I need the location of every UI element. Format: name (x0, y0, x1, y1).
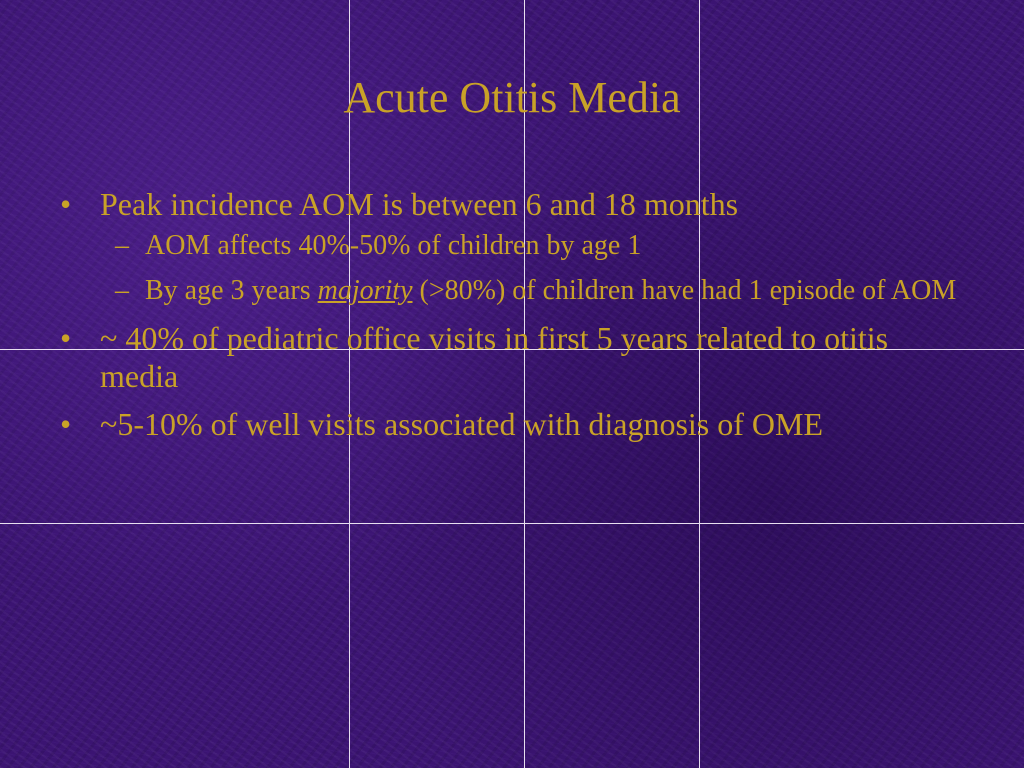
bullet-text: Peak incidence AOM is between 6 and 18 months (100, 186, 739, 222)
bullet-marker: • (60, 406, 72, 442)
bullet-item (60, 319, 960, 395)
bullet-item (60, 405, 960, 443)
sub-bullet-marker: – (115, 230, 129, 261)
grid-line-horizontal-2 (0, 523, 1024, 524)
bullet-item (60, 185, 960, 223)
sub-bullet-text-suffix: (>80%) of children have had 1 episode of AOM (419, 275, 957, 306)
slide-title: Acute Otitis Media (343, 73, 681, 122)
sub-bullet-text: AOM affects 40%-50% of children by age 1 (145, 230, 642, 261)
sub-bullet-text-prefix: By age 3 years (145, 275, 311, 306)
bullet-marker: • (60, 186, 72, 222)
bullet-group-peak-incidence (60, 185, 960, 308)
emphasized-word: majority (317, 275, 413, 306)
sub-bullet-item (60, 229, 960, 263)
sub-bullet-marker: – (115, 275, 129, 306)
bullet-text: ~ 40% of pediatric office visits in first 5 years related to otitis media (100, 320, 889, 394)
sub-bullet-item (60, 274, 960, 308)
bullet-text: ~5-10% of well visits associated with diagnosis of OME (100, 406, 823, 442)
slide-body (60, 185, 960, 453)
bullet-marker: • (60, 320, 72, 356)
